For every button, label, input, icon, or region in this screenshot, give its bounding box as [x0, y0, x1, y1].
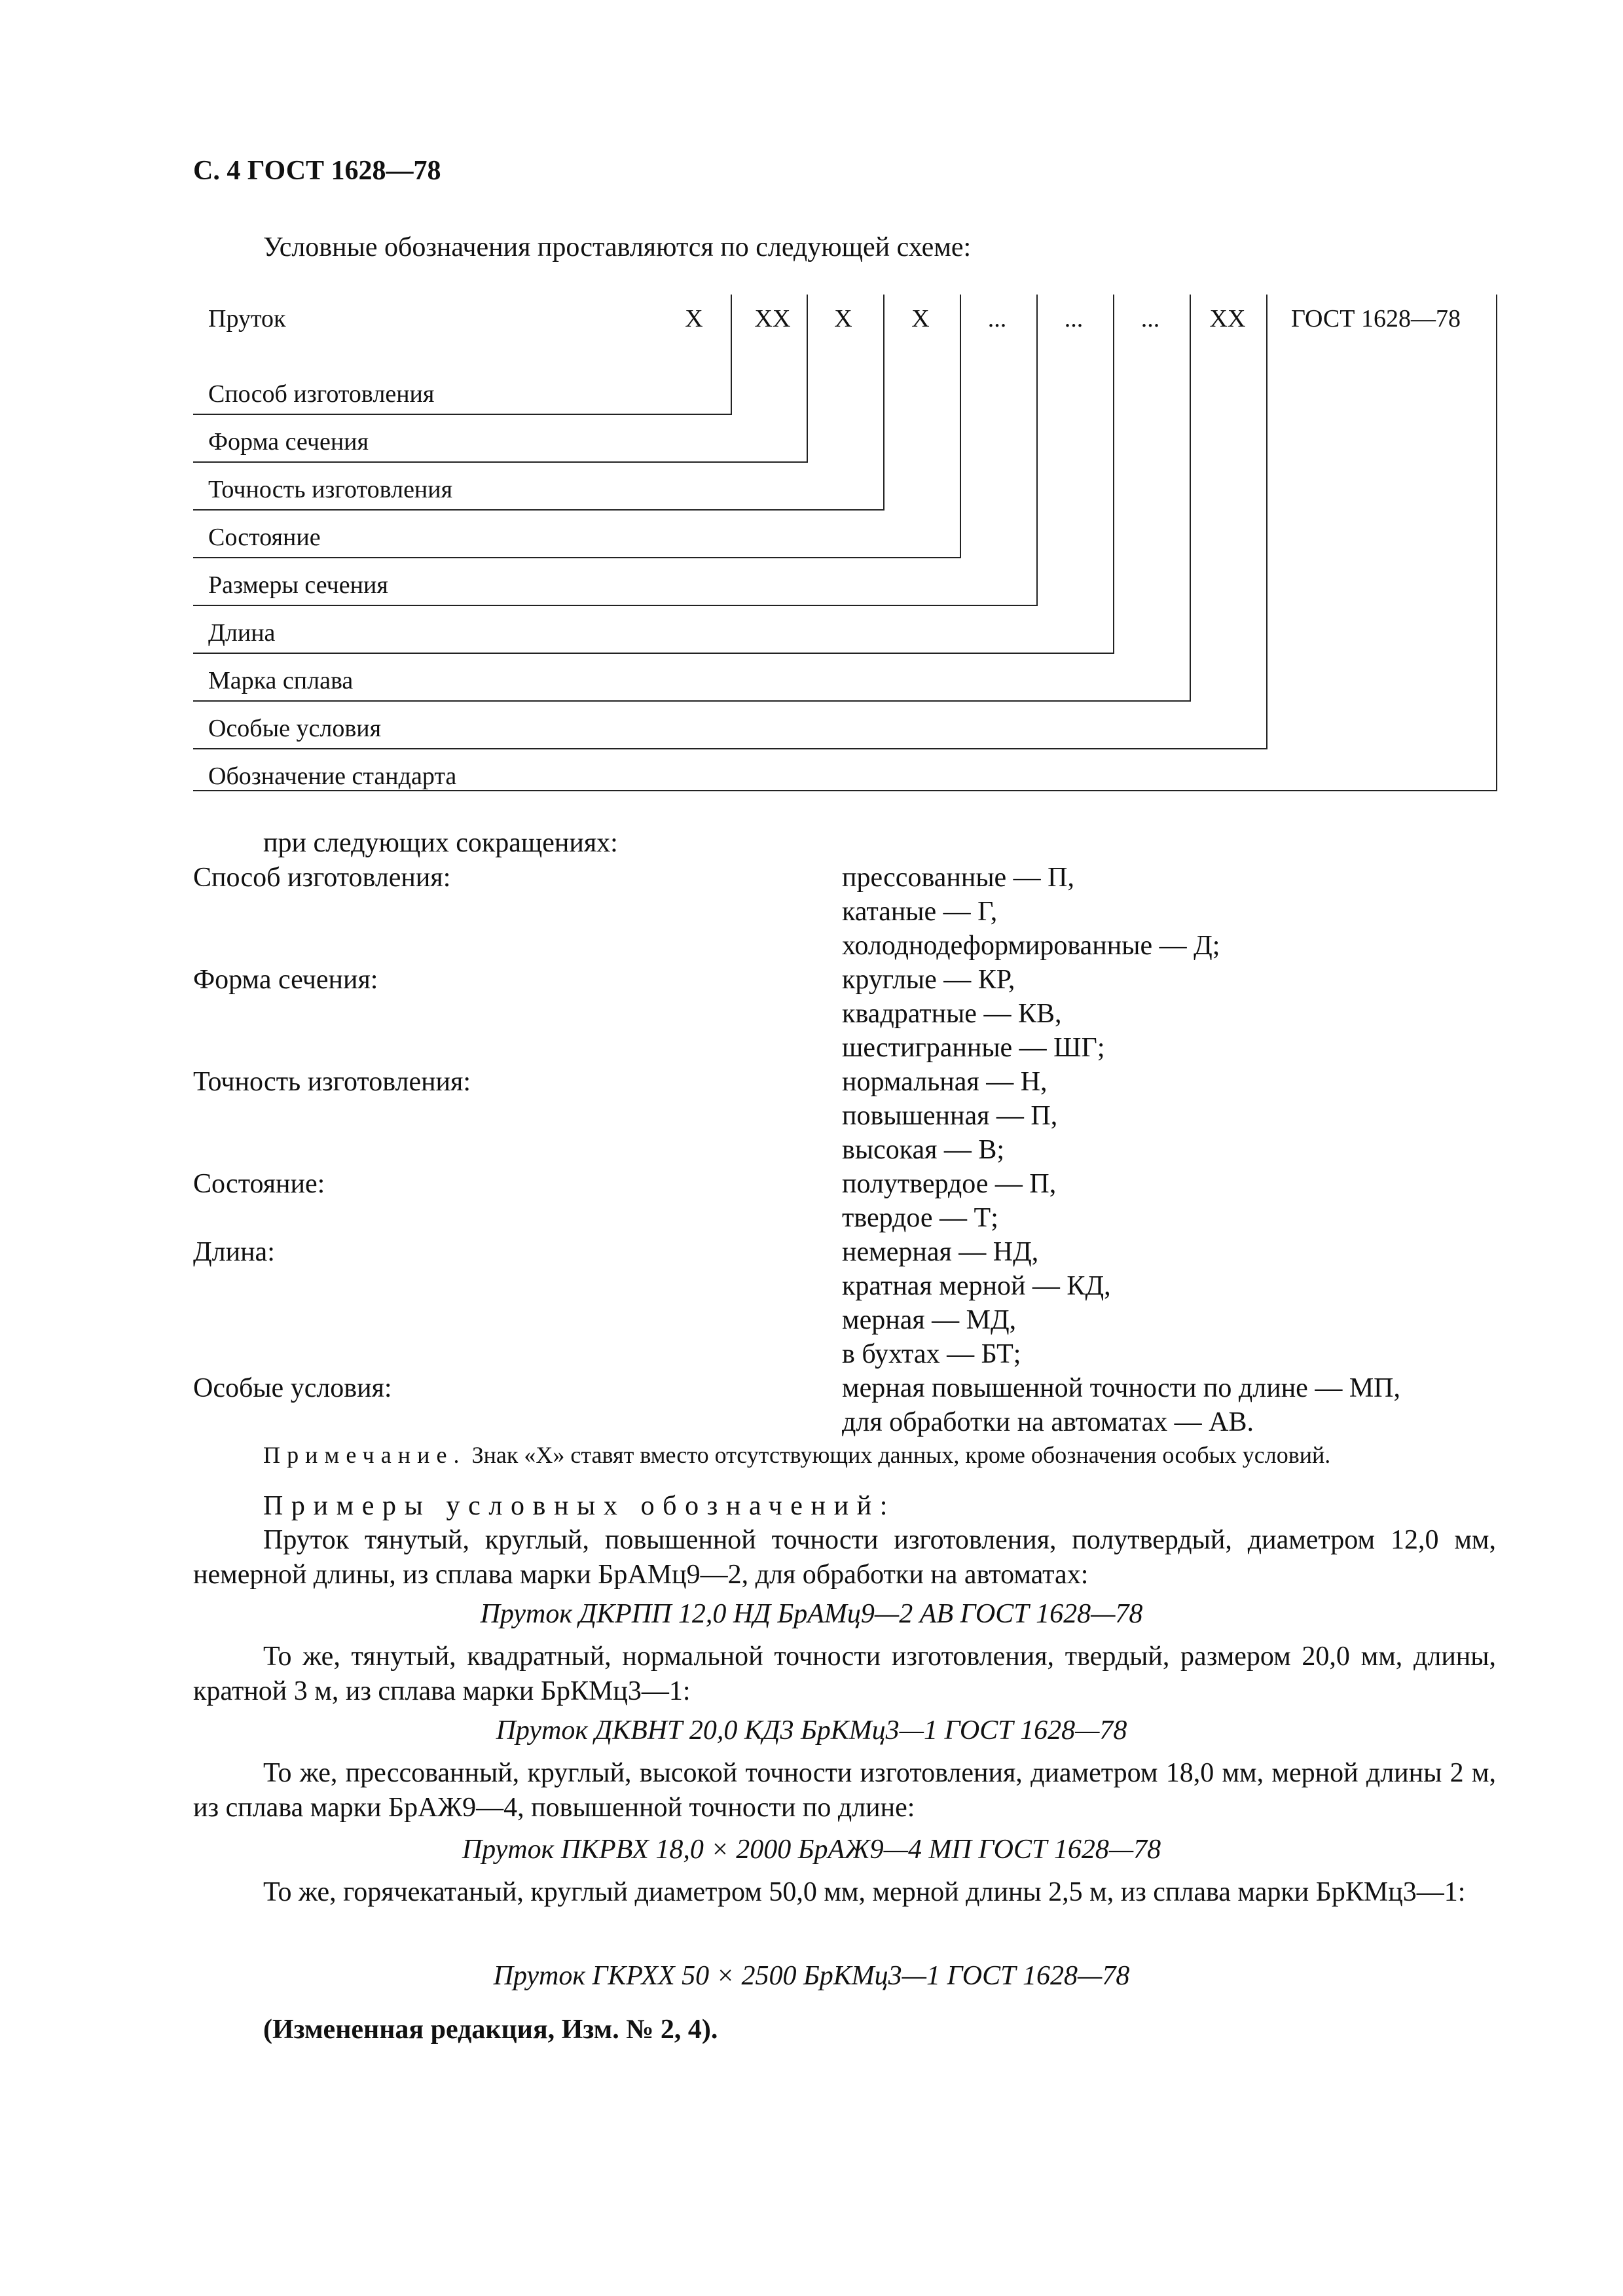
- example-designation-2: Пруток ДКВНТ 20,0 КД3 БрКМц3—1 ГОСТ 1628—78: [496, 1715, 1127, 1746]
- abbr-value: мерная — МД,: [842, 1305, 1017, 1335]
- scheme-code-1: X: [685, 305, 703, 332]
- abbreviations-intro: при следующих сокращениях:: [263, 828, 618, 858]
- abbr-value: квадратные — КВ,: [842, 999, 1062, 1029]
- scheme-connector-7: [1190, 295, 1191, 700]
- scheme-connector-2: [807, 295, 808, 461]
- example-text-3: То же, прессованный, круглый, высокой точности изготовления, диаметром 18,0 мм, мерной длины 2 м, из сплава марки БрАЖ9—4, повышенной точности по длине:: [193, 1758, 1496, 1823]
- scheme-row-5: Размеры сечения: [208, 571, 388, 599]
- scheme-row-line-8: [193, 748, 1267, 749]
- scheme-connector-6: [1113, 295, 1114, 653]
- intro-text: Условные обозначения проставляются по следующей схеме:: [263, 232, 972, 262]
- abbr-value: твердое — Т;: [842, 1203, 998, 1233]
- scheme-row-line-2: [193, 461, 808, 463]
- example-text-4: То же, горячекатаный, круглый диаметром 50,0 мм, мерной длины 2,5 м, из сплава марки БрКМц3—1:: [263, 1877, 1466, 1907]
- abbr-value: холоднодеформированные — Д;: [842, 931, 1220, 961]
- abbr-label-special: Особые условия:: [193, 1373, 392, 1403]
- example-designation-3: Пруток ПКРВХ 18,0 × 2000 БрАЖ9—4 МП ГОСТ 1628—78: [462, 1835, 1161, 1865]
- scheme-code-4: X: [911, 305, 930, 332]
- examples-title: Примеры условных обозначений:: [263, 1491, 896, 1521]
- scheme-row-6: Длина: [208, 619, 276, 647]
- scheme-row-line-1: [193, 414, 732, 415]
- abbr-label-shape: Форма сечения:: [193, 965, 378, 995]
- abbr-value: кратная мерной — КД,: [842, 1271, 1111, 1301]
- scheme-row-9: Обозначение стандарта: [208, 762, 457, 790]
- abbr-value: высокая — В;: [842, 1135, 1005, 1165]
- abbr-value: круглые — КР,: [842, 965, 1015, 995]
- scheme-connector-8: [1266, 295, 1267, 748]
- abbr-label-state: Состояние:: [193, 1169, 325, 1199]
- scheme-row-line-9: [193, 790, 1497, 791]
- scheme-row-4: Состояние: [208, 524, 321, 551]
- scheme-connector-3: [883, 295, 884, 509]
- abbr-value: мерная повышенной точности по длине — МП,: [842, 1373, 1401, 1403]
- scheme-row-line-5: [193, 605, 1038, 606]
- amendment-note: (Измененная редакция, Изм. № 2, 4).: [263, 2015, 718, 2045]
- scheme-standard: ГОСТ 1628—78: [1291, 305, 1461, 332]
- scheme-row-line-6: [193, 653, 1114, 654]
- scheme-head-label: Пруток: [208, 305, 286, 332]
- abbr-label-precision: Точность изготовления:: [193, 1067, 471, 1097]
- scheme-row-2: Форма сечения: [208, 428, 369, 456]
- abbr-value: прессованные — П,: [842, 863, 1075, 893]
- scheme-connector-4: [960, 295, 961, 557]
- scheme-row-line-4: [193, 557, 961, 558]
- scheme-connector-1: [731, 295, 732, 414]
- abbr-value: шестигранные — ШГ;: [842, 1033, 1105, 1063]
- scheme-code-7: ...: [1140, 305, 1160, 332]
- abbr-value: повышенная — П,: [842, 1101, 1058, 1131]
- example-designation-4: Пруток ГКРХХ 50 × 2500 БрКМц3—1 ГОСТ 1628—78: [493, 1961, 1130, 1991]
- abbr-label-length: Длина:: [193, 1237, 275, 1267]
- scheme-row-1: Способ изготовления: [208, 380, 435, 408]
- page-header: С. 4 ГОСТ 1628—78: [193, 156, 441, 186]
- scheme-code-2: XX: [754, 305, 791, 332]
- example-text-1: Пруток тянутый, круглый, повышенной точности изготовления, полутвердый, диаметром 12,0 мм, немерной длины, из сплава марки БрАМц9—2, для обработки на автоматах:: [193, 1525, 1496, 1590]
- scheme-row-line-7: [193, 700, 1191, 702]
- scheme-connector-9: [1496, 295, 1497, 790]
- abbr-value: немерная — НД,: [842, 1237, 1039, 1267]
- scheme-row-8: Особые условия: [208, 715, 382, 742]
- abbr-label-method: Способ изготовления:: [193, 863, 451, 893]
- scheme-row-7: Марка сплава: [208, 667, 354, 694]
- scheme-code-3: X: [834, 305, 852, 332]
- designation-scheme: [0, 0, 1623, 825]
- abbr-value: в бухтах — БТ;: [842, 1339, 1021, 1369]
- scheme-code-6: ...: [1064, 305, 1084, 332]
- example-designation-1: Пруток ДКРПП 12,0 НД БрАМц9—2 АВ ГОСТ 1628—78: [480, 1599, 1143, 1629]
- abbr-value: полутвердое — П,: [842, 1169, 1057, 1199]
- scheme-code-8: XX: [1209, 305, 1246, 332]
- scheme-code-5: ...: [987, 305, 1007, 332]
- example-text-2: То же, тянутый, квадратный, нормальной точности изготовления, твердый, размером 20,0 мм, длины, кратной 3 м, из сплава марки БрКМц3—1:: [193, 1641, 1496, 1706]
- scheme-row-3: Точность изготовления: [208, 476, 453, 503]
- note-text: Знак «X» ставят вместо отсутствующих данных, кроме обозначения особых условий.: [471, 1442, 1331, 1468]
- note-label: Примечание.: [263, 1442, 466, 1468]
- abbr-value: для обработки на автоматах — АВ.: [842, 1407, 1254, 1437]
- abbr-value: катаные — Г,: [842, 897, 998, 927]
- scheme-row-line-3: [193, 509, 884, 511]
- abbr-value: нормальная — Н,: [842, 1067, 1048, 1097]
- note: [263, 1443, 1330, 1467]
- scheme-connector-5: [1036, 295, 1038, 605]
